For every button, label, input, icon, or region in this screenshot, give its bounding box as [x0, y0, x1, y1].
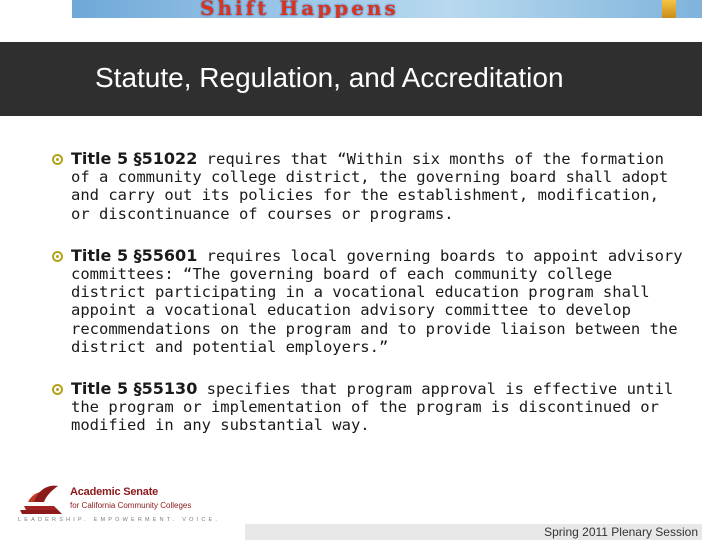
logo-subtitle: for California Community Colleges	[70, 501, 192, 510]
logo-name: Academic Senate	[70, 486, 159, 498]
bullet-text: specifies that program approval is effective until the program or implementation of the program is discontinued or modified in any substantial way.	[71, 380, 674, 435]
header-banner-image	[72, 0, 702, 18]
academic-senate-logo	[18, 480, 238, 524]
logo-tagline: LEADERSHIP. EMPOWERMENT. VOICE.	[18, 517, 221, 523]
bullet-icon	[52, 154, 63, 165]
bullet-icon	[52, 384, 63, 395]
bullet-item	[46, 150, 686, 223]
bullet-icon	[52, 251, 63, 262]
banner-decoration	[662, 0, 676, 18]
bullet-title: Title 5 §55130	[71, 379, 198, 399]
slide-title: Statute, Regulation, and Accreditation	[95, 62, 564, 93]
senate-logo-icon	[18, 480, 64, 518]
bullet-list	[46, 150, 686, 459]
bullet-title: Title 5 §55601	[71, 245, 198, 265]
bullet-title: Title 5 §51022	[71, 149, 198, 168]
bullet-text: requires that “Within six months of the formation of a community college district, the governing board shall adopt and carry out its policies for the establishment, modification, or discontinuance of courses or programs.	[71, 150, 669, 223]
bullet-item	[46, 247, 686, 356]
bullet-item	[46, 380, 686, 435]
bullet-text: requires local governing boards to appoint advisory committees: “The governing board of each community college district participating in a vocational education program shall appoint a vocational education advisory committee to develop recommendations on the program and to provide liaison between the district and potential employers.”	[71, 246, 683, 356]
footer-session: Spring 2011 Plenary Session	[544, 525, 698, 539]
banner-text: Shift Happens	[200, 0, 399, 18]
